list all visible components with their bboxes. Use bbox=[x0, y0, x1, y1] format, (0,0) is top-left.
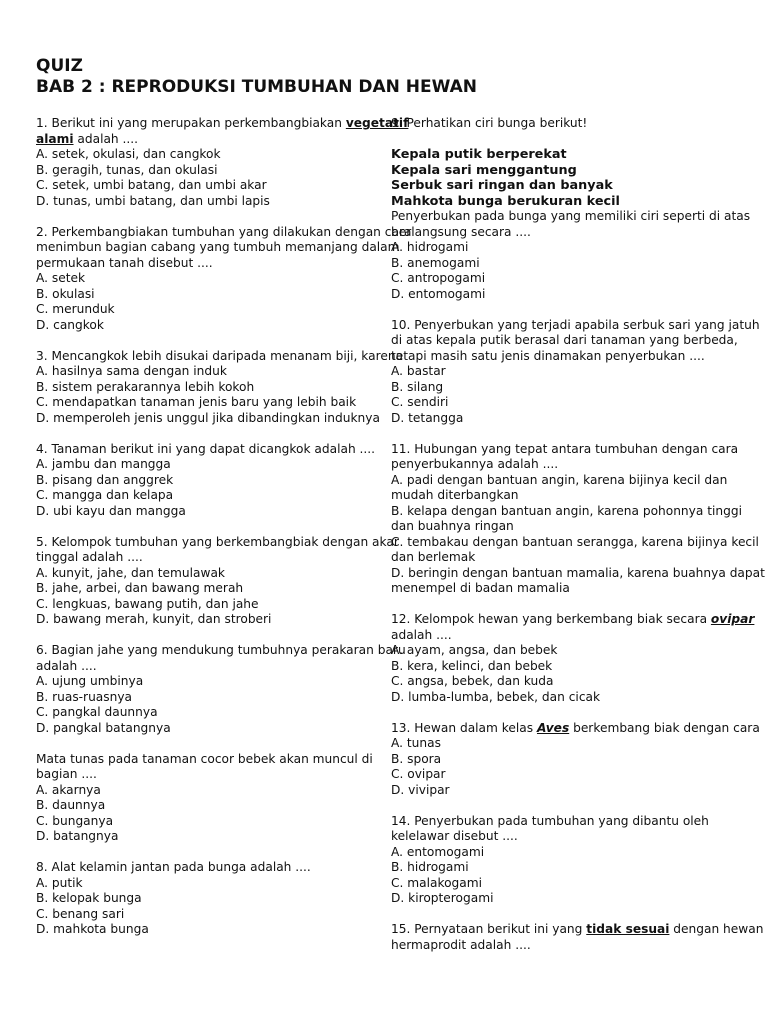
question-stem: permukaan tanah disebut .... bbox=[36, 255, 213, 270]
answer-option: C. malakogami bbox=[391, 875, 482, 890]
answer-option: C. mendapatkan tanaman jenis baru yang lebih baik bbox=[36, 395, 357, 409]
answer-option: C. lengkuas, bawang putih, dan jahe bbox=[36, 596, 259, 611]
question-9 bbox=[391, 116, 751, 302]
question-stem: 15. Pernyataan berikut ini yang tidak sesuai dengan hewan bbox=[391, 922, 764, 936]
question-stem: adalah .... bbox=[391, 627, 452, 642]
answer-option: D. cangkok bbox=[36, 317, 104, 332]
answer-option: A. hidrogami bbox=[391, 240, 469, 254]
emphasis-aves: Aves bbox=[536, 720, 570, 735]
answer-option: C. angsa, bebek, dan kuda bbox=[391, 674, 554, 688]
answer-option: A. putik bbox=[36, 875, 83, 890]
question-stem: 13. Hewan dalam kelas Aves berkembang biak dengan cara bbox=[391, 720, 760, 735]
answer-option: A. bastar bbox=[391, 364, 446, 378]
right-column bbox=[391, 116, 765, 969]
answer-option: B. kelapa dengan bantuan angin, karena pohonnya tinggi bbox=[391, 503, 742, 518]
answer-option: B. kelopak bunga bbox=[36, 891, 142, 905]
answer-option: B. geragih, tunas, dan okulasi bbox=[36, 162, 218, 177]
question-6 bbox=[36, 643, 406, 736]
question-4 bbox=[36, 442, 380, 520]
answer-option: C. benang sari bbox=[36, 906, 125, 921]
question-12 bbox=[391, 612, 755, 705]
answer-option: A. kunyit, jahe, dan temulawak bbox=[36, 565, 225, 580]
question-stem: adalah .... bbox=[36, 658, 97, 673]
question-stem: 14. Penyerbukan pada tumbuhan yang dibantu oleh bbox=[391, 813, 709, 828]
question-5 bbox=[36, 534, 399, 628]
answer-option: A. hasilnya sama dengan induk bbox=[36, 364, 227, 378]
answer-option: A. ujung umbinya bbox=[36, 674, 144, 688]
answer-option: D. vivipar bbox=[391, 782, 450, 797]
answer-option: D. entomogami bbox=[391, 286, 486, 301]
flower-feature: Kepala putik berperekat bbox=[391, 147, 567, 162]
answer-option: A. jambu dan mangga bbox=[36, 457, 171, 471]
question-stem: 11. Hubungan yang tepat antara tumbuhan dengan cara bbox=[391, 441, 739, 456]
answer-option: C. ovipar bbox=[391, 767, 446, 781]
answer-option: D. lumba-lumba, bebek, dan cicak bbox=[391, 689, 601, 704]
answer-option: dan berlemak bbox=[391, 550, 476, 564]
answer-option: D. ubi kayu dan mangga bbox=[36, 503, 186, 518]
answer-option: B. jahe, arbei, dan bawang merah bbox=[36, 581, 244, 595]
answer-option: D. pangkal batangnya bbox=[36, 720, 171, 735]
emphasis-ovipar: ovipar bbox=[710, 612, 755, 626]
answer-option: A. akarnya bbox=[36, 782, 101, 797]
question-stem: 12. Kelompok hewan yang berkembang biak secara ovipar bbox=[391, 612, 755, 626]
question-7 bbox=[36, 752, 380, 845]
answer-option: C. mangga dan kelapa bbox=[36, 488, 174, 502]
question-1 bbox=[36, 116, 409, 209]
question-stem: Mata tunas pada tanaman cocor bebek akan muncul di bbox=[36, 751, 373, 766]
answer-option: A. entomogami bbox=[391, 844, 485, 859]
flower-feature: Mahkota bunga berukuran kecil bbox=[391, 193, 620, 209]
question-stem: bagian .... bbox=[36, 767, 97, 781]
answer-option: C. merunduk bbox=[36, 302, 115, 316]
answer-option: mudah diterbangkan bbox=[391, 488, 519, 502]
question-stem: hermaprodit adalah .... bbox=[391, 937, 531, 952]
answer-option: C. bunganya bbox=[36, 813, 114, 828]
quiz-title: QUIZ bbox=[36, 56, 83, 76]
question-stem: 2. Perkembangbiakan tumbuhan yang dilakukan dengan cara bbox=[36, 224, 412, 239]
answer-option: B. anemogami bbox=[391, 255, 480, 270]
answer-option: A. setek, okulasi, dan cangkok bbox=[36, 147, 221, 161]
question-3 bbox=[36, 348, 404, 427]
question-stem: alami adalah .... bbox=[36, 131, 139, 146]
answer-option: A. padi dengan bantuan angin, karena bijinya kecil dan bbox=[391, 472, 728, 487]
answer-option: D. tunas, umbi batang, dan umbi lapis bbox=[36, 193, 270, 208]
question-stem: 9. Perhatikan ciri bunga berikut! bbox=[391, 116, 588, 130]
flower-feature: Serbuk sari ringan dan banyak bbox=[391, 178, 613, 193]
question-stem: berlangsung secara .... bbox=[391, 224, 531, 239]
answer-option: B. pisang dan anggrek bbox=[36, 472, 174, 487]
chapter-title: BAB 2 : REPRODUKSI TUMBUHAN DAN HEWAN bbox=[36, 77, 477, 97]
question-10 bbox=[391, 317, 760, 427]
question-stem: 6. Bagian jahe yang mendukung tumbuhnya perakaran baru bbox=[36, 643, 406, 657]
answer-option: dan buahnya ringan bbox=[391, 519, 514, 533]
question-11 bbox=[391, 441, 765, 597]
question-14 bbox=[391, 814, 736, 907]
answer-option: A. ayam, angsa, dan bebek bbox=[391, 643, 558, 657]
page-header bbox=[36, 56, 477, 98]
answer-option: C. setek, umbi batang, dan umbi akar bbox=[36, 178, 267, 192]
question-stem: tetapi masih satu jenis dinamakan penyerbukan .... bbox=[391, 348, 705, 363]
emphasis-alami: alami bbox=[36, 131, 74, 146]
emphasis-vegetatif: vegetatif bbox=[345, 116, 409, 130]
question-stem: tinggal adalah .... bbox=[36, 550, 143, 564]
answer-option: D. beringin dengan bantuan mamalia, karena buahnya dapat bbox=[391, 565, 765, 580]
question-13 bbox=[391, 720, 760, 799]
answer-option: C. pangkal daunnya bbox=[36, 705, 158, 719]
answer-option: B. daunnya bbox=[36, 798, 106, 812]
answer-option: C. antropogami bbox=[391, 271, 486, 285]
answer-option: B. sistem perakarannya lebih kokoh bbox=[36, 379, 255, 394]
answer-option: D. bawang merah, kunyit, dan stroberi bbox=[36, 612, 272, 626]
answer-option: A. setek bbox=[36, 271, 86, 285]
answer-option: menempel di badan mamalia bbox=[391, 581, 570, 595]
answer-option: A. tunas bbox=[391, 736, 441, 750]
question-15 bbox=[391, 922, 764, 953]
answer-option: B. okulasi bbox=[36, 286, 95, 301]
emphasis-tidak-sesuai: tidak sesuai bbox=[586, 922, 670, 936]
answer-option: D. kiropterogami bbox=[391, 891, 494, 905]
answer-option: B. silang bbox=[391, 379, 444, 394]
question-2 bbox=[36, 224, 412, 334]
question-stem: 8. Alat kelamin jantan pada bunga adalah .... bbox=[36, 860, 311, 874]
answer-option: D. memperoleh jenis unggul jika dibandingkan induknya bbox=[36, 410, 380, 425]
answer-option: B. kera, kelinci, dan bebek bbox=[391, 658, 553, 673]
answer-option: C. sendiri bbox=[391, 395, 449, 409]
question-stem: penyerbukannya adalah .... bbox=[391, 457, 559, 471]
question-stem: Penyerbukan pada bunga yang memiliki ciri seperti di atas bbox=[391, 209, 751, 223]
left-column bbox=[36, 116, 412, 953]
question-stem: kelelawar disebut .... bbox=[391, 829, 518, 843]
question-stem: di atas kepala putik berasal dari tanaman yang berbeda, bbox=[391, 333, 738, 347]
answer-option: C. tembakau dengan bantuan serangga, karena bijinya kecil bbox=[391, 534, 759, 549]
answer-option: D. tetangga bbox=[391, 410, 464, 425]
question-stem: 4. Tanaman berikut ini yang dapat dicangkok adalah .... bbox=[36, 441, 376, 456]
answer-option: B. hidrogami bbox=[391, 860, 469, 874]
question-stem: 5. Kelompok tumbuhan yang berkembangbiak dengan akar bbox=[36, 534, 399, 549]
flower-feature: Kepala sari menggantung bbox=[391, 162, 577, 178]
answer-option: D. mahkota bunga bbox=[36, 922, 149, 936]
question-stem: 10. Penyerbukan yang terjadi apabila serbuk sari yang jatuh bbox=[391, 317, 760, 332]
question-8 bbox=[36, 860, 380, 938]
answer-option: D. batangnya bbox=[36, 829, 119, 843]
answer-option: B. ruas-ruasnya bbox=[36, 689, 133, 704]
question-stem: menimbun bagian cabang yang tumbuh memanjang dalam bbox=[36, 240, 400, 254]
question-stem: 3. Mencangkok lebih disukai daripada menanam biji, karena bbox=[36, 348, 404, 363]
answer-option: B. spora bbox=[391, 751, 442, 766]
question-stem: 1. Berikut ini yang merupakan perkembangbiakan vegetatif bbox=[36, 116, 409, 130]
